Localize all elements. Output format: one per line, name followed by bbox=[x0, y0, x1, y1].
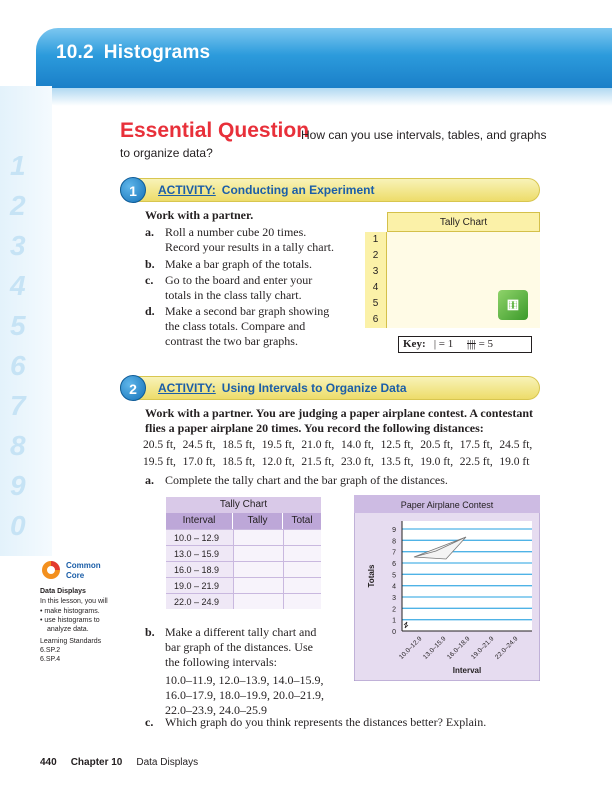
cc-bullet-text: make histograms. bbox=[44, 608, 100, 615]
y-tick-label: 5 bbox=[392, 572, 396, 580]
page-number: 440 bbox=[40, 757, 57, 768]
step-letter: a. bbox=[145, 473, 154, 487]
y-tick-label: 8 bbox=[392, 538, 396, 546]
chart-svg bbox=[354, 495, 540, 681]
tally-cell bbox=[233, 561, 283, 577]
y-tick-label: 6 bbox=[392, 561, 396, 568]
step-line: the class totals. Compare and bbox=[165, 319, 306, 333]
distance-value: 19.0 ft, bbox=[420, 456, 454, 468]
x-tick-label: 22.0–24.9 bbox=[494, 635, 520, 661]
margin-digit: 8 bbox=[10, 430, 26, 461]
step-line: Make a second bar graph showing bbox=[165, 304, 330, 318]
distance-value: 24.5 ft, bbox=[182, 439, 216, 451]
distance-value: 13.5 ft, bbox=[380, 456, 414, 468]
step-letter: c. bbox=[145, 273, 154, 287]
distance-value: 18.5 ft, bbox=[222, 456, 256, 468]
y-tick-label: 3 bbox=[392, 595, 396, 602]
plot-area bbox=[402, 521, 532, 631]
interval-cell: 19.0 – 21.9 bbox=[166, 577, 233, 593]
footer-chapter: Chapter 10 bbox=[70, 757, 123, 768]
tally-chart-title: Tally Chart bbox=[166, 497, 321, 513]
margin-digit: 9 bbox=[10, 470, 26, 501]
col-header-total: Total bbox=[283, 513, 321, 529]
tally-key bbox=[398, 336, 532, 353]
interval-cell: 16.0 – 18.9 bbox=[166, 561, 233, 577]
step-letter: d. bbox=[145, 304, 155, 318]
step-line: Make a bar graph of the totals. bbox=[165, 257, 312, 271]
interval-list-line: 22.0–23.9, 24.0–25.9 bbox=[165, 703, 267, 717]
tally-row-label: 6 bbox=[365, 312, 387, 328]
col-header-interval: Interval bbox=[166, 513, 233, 529]
footer bbox=[40, 757, 198, 768]
x-axis-label: Interval bbox=[452, 666, 482, 675]
step-line: Complete the tally chart and the bar graph of the distances. bbox=[165, 473, 448, 487]
tally-row-label: 5 bbox=[365, 296, 387, 312]
paper-airplane-chart bbox=[354, 495, 540, 681]
y-tick-label: 7 bbox=[392, 549, 396, 557]
margin-digit: 2 bbox=[10, 190, 26, 221]
tally-cell bbox=[387, 264, 540, 280]
step-line: Which graph do you think represents the distances better? Explain. bbox=[165, 715, 487, 729]
margin-digit: 6 bbox=[10, 350, 26, 381]
number-cube-icon: ⚅ bbox=[498, 290, 528, 320]
interval-cell: 13.0 – 15.9 bbox=[166, 545, 233, 561]
cc-heading: Data Displays bbox=[40, 588, 86, 595]
col-header-tally: Tally bbox=[233, 513, 283, 529]
section-number: 10.2 bbox=[56, 42, 94, 63]
total-cell bbox=[283, 593, 321, 609]
chart-title: Paper Airplane Contest bbox=[400, 500, 494, 510]
activity2-keyword: ACTIVITY: bbox=[158, 381, 216, 395]
cc-bullet: • use histograms to bbox=[40, 617, 100, 624]
step-line: contrast the two bar graphs. bbox=[165, 334, 298, 348]
cc-bullet-cont: analyze data. bbox=[47, 626, 89, 633]
margin-strip bbox=[0, 86, 52, 556]
cc-standards-label: Learning Standards bbox=[40, 638, 102, 645]
tally-row-label: 2 bbox=[365, 248, 387, 264]
interval-cell: 10.0 – 12.9 bbox=[166, 529, 233, 545]
distance-value: 12.0 ft, bbox=[261, 456, 295, 468]
distance-value: 20.5 ft, bbox=[143, 439, 176, 451]
cc-standard: 6.SP.4 bbox=[40, 656, 61, 663]
step-letter: b. bbox=[145, 625, 155, 639]
activity1-title-text: Conducting an Experiment bbox=[221, 183, 375, 197]
y-tick-label: 1 bbox=[392, 617, 396, 625]
total-cell bbox=[283, 545, 321, 561]
tally-chart-title: Tally Chart bbox=[387, 212, 540, 232]
tally-cell bbox=[233, 593, 283, 609]
distance-value: 17.5 ft, bbox=[459, 439, 493, 451]
essential-question-label: Essential Question bbox=[120, 119, 310, 142]
distance-value: 19.0 ft bbox=[499, 456, 530, 468]
x-tick-label: 19.0–21.9 bbox=[470, 635, 496, 661]
y-axis-label: Totals bbox=[367, 564, 376, 588]
activity2-intro-line2: flies a paper airplane 20 times. You record the following distances: bbox=[145, 421, 484, 435]
interval-cell: 22.0 – 24.9 bbox=[166, 593, 233, 609]
activity1-intro: Work with a partner. bbox=[145, 208, 254, 222]
margin-digit: 3 bbox=[10, 230, 26, 261]
step-letter: a. bbox=[145, 225, 154, 239]
total-cell bbox=[283, 529, 321, 545]
common-core-brand bbox=[66, 561, 101, 581]
section-title bbox=[56, 42, 210, 64]
margin-digit: 4 bbox=[10, 270, 26, 301]
tally-cell bbox=[387, 248, 540, 264]
tally-row-label: 3 bbox=[365, 264, 387, 280]
essential-question-text: How can you use intervals, tables, and graphs to organize data? bbox=[120, 128, 547, 160]
common-core-brand-line1: Common bbox=[66, 561, 101, 570]
step-line: Roll a number cube 20 times. bbox=[165, 225, 307, 239]
y-tick-label: 0 bbox=[392, 629, 396, 636]
step-line: Go to the board and enter your bbox=[165, 273, 313, 287]
interval-list-line: 10.0–11.9, 12.0–13.9, 14.0–15.9, bbox=[165, 673, 324, 687]
distance-value: 18.5 ft, bbox=[222, 439, 256, 451]
tally-row-label: 4 bbox=[365, 280, 387, 296]
key-one: | = 1 bbox=[433, 338, 454, 350]
tally-cell bbox=[233, 577, 283, 593]
distance-value: 19.5 ft, bbox=[143, 456, 176, 468]
x-tick-label: 16.0–18.9 bbox=[446, 635, 472, 661]
activity2-title bbox=[158, 381, 407, 395]
activity1-number: 1 bbox=[120, 177, 146, 203]
step-line: Record your results in a tally chart. bbox=[165, 240, 334, 254]
y-tick-label: 9 bbox=[392, 527, 396, 534]
margin-digit: 5 bbox=[10, 310, 26, 341]
margin-digit: 1 bbox=[10, 150, 26, 181]
footer-title: Data Displays bbox=[136, 757, 199, 768]
step-letter: b. bbox=[145, 257, 155, 271]
total-cell bbox=[283, 577, 321, 593]
tally-row bbox=[365, 264, 540, 280]
cc-bullet: • make histograms. bbox=[40, 608, 100, 615]
tally-row bbox=[365, 232, 540, 248]
total-cell bbox=[283, 561, 321, 577]
step-line: totals in the class tally chart. bbox=[165, 288, 302, 302]
tally-cell bbox=[233, 545, 283, 561]
activity1-title bbox=[158, 183, 374, 197]
common-core-logo-icon bbox=[40, 559, 62, 581]
header-shadow bbox=[40, 86, 612, 106]
cc-bullet-text: use histograms to bbox=[44, 617, 100, 624]
tally-cell bbox=[387, 232, 540, 248]
step-line: bar graph of the distances. Use bbox=[165, 640, 313, 654]
margin-digit: 0 bbox=[10, 510, 26, 541]
distance-value: 24.5 ft, bbox=[499, 439, 533, 451]
tally-row-label: 1 bbox=[365, 232, 387, 248]
distance-value: 12.5 ft, bbox=[380, 439, 414, 451]
distance-value: 14.0 ft, bbox=[341, 439, 374, 451]
common-core-brand-line2: Core bbox=[66, 571, 85, 580]
distance-value: 17.0 ft, bbox=[182, 456, 216, 468]
key-label: Key: bbox=[403, 338, 426, 350]
cc-standard: 6.SP.2 bbox=[40, 647, 61, 654]
step-line: Make a different tally chart and bbox=[165, 625, 317, 639]
activity1-keyword: ACTIVITY: bbox=[158, 183, 216, 197]
activity2-intro-line1: Work with a partner. You are judging a paper airplane contest. A contestant bbox=[145, 406, 534, 420]
x-tick-label: 10.0–12.9 bbox=[398, 635, 424, 661]
tally-five-icon: |||| bbox=[467, 338, 476, 350]
activity2-title-text: Using Intervals to Organize Data bbox=[221, 381, 407, 395]
interval-list-line: 16.0–17.9, 18.0–19.9, 20.0–21.9, bbox=[165, 688, 324, 702]
distance-value: 21.5 ft, bbox=[301, 456, 335, 468]
y-tick-label: 2 bbox=[392, 606, 396, 614]
y-tick-label: 4 bbox=[392, 583, 396, 591]
margin-digit: 7 bbox=[10, 390, 26, 421]
step-letter: c. bbox=[145, 715, 154, 729]
step-line: the following intervals: bbox=[165, 655, 277, 669]
distance-value: 23.0 ft, bbox=[341, 456, 374, 468]
cc-intro: In this lesson, you will bbox=[40, 598, 108, 605]
distance-value: 21.0 ft, bbox=[301, 439, 335, 451]
key-five: = 5 bbox=[478, 338, 494, 350]
activity2-number: 2 bbox=[120, 375, 146, 401]
tally-row bbox=[365, 248, 540, 264]
tally-cell bbox=[233, 529, 283, 545]
x-tick-label: 13.0–15.9 bbox=[422, 635, 448, 661]
distance-value: 20.5 ft, bbox=[420, 439, 454, 451]
distance-value: 22.5 ft, bbox=[459, 456, 493, 468]
section-name: Histograms bbox=[103, 42, 211, 63]
distance-value: 19.5 ft, bbox=[261, 439, 295, 451]
